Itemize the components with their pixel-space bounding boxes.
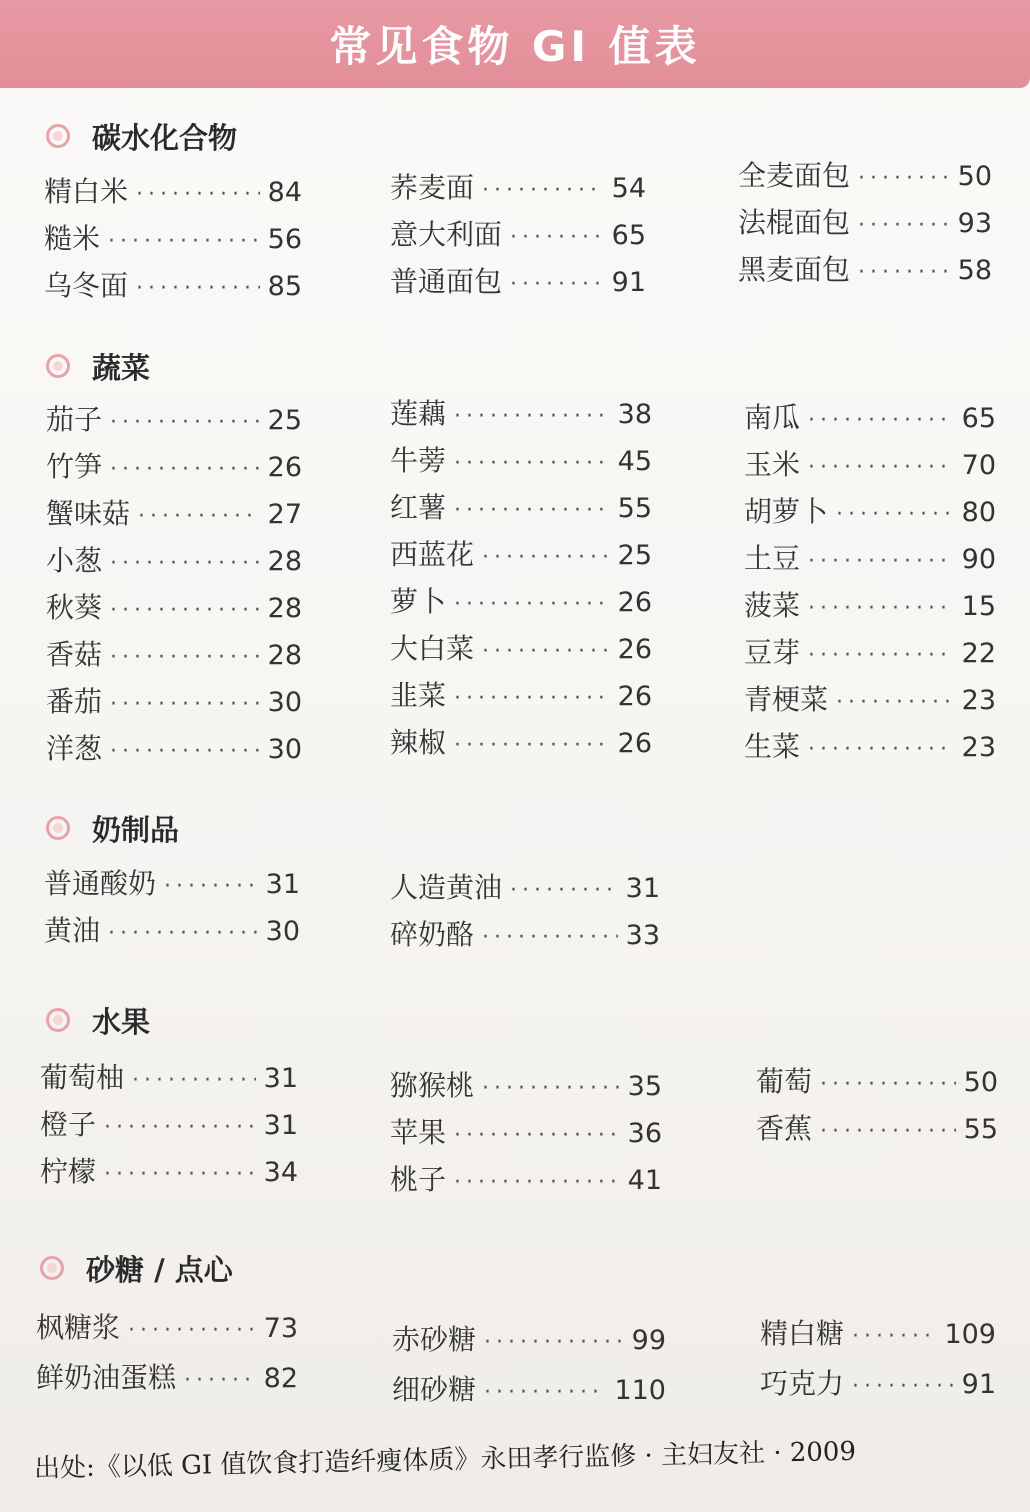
gi-value: 26: [617, 728, 652, 759]
food-name: 香菇: [46, 638, 103, 671]
gi-value: 93: [957, 208, 992, 239]
gi-value: 70: [961, 450, 996, 481]
gi-value: 99: [631, 1325, 666, 1356]
column: [390, 866, 660, 960]
leader-dots: [510, 272, 604, 297]
food-name: 土豆: [744, 542, 801, 575]
list-item: [744, 537, 996, 584]
list-item: [36, 1306, 298, 1356]
gi-value: 85: [267, 271, 302, 302]
list-item: [392, 1318, 666, 1368]
section-header: [40, 1248, 233, 1288]
gi-value: 55: [617, 493, 652, 524]
food-name: 韭菜: [390, 679, 447, 712]
list-item: [390, 166, 646, 213]
food-name: 玉米: [744, 448, 801, 481]
food-name: 生菜: [744, 730, 801, 763]
gi-value: 22: [961, 638, 996, 669]
page-title: 常见食物 GI 值表: [329, 22, 701, 71]
section-header: [46, 1000, 150, 1040]
list-item: [46, 633, 302, 680]
column: [738, 154, 992, 295]
leader-dots: [510, 225, 604, 250]
food-name: 细砂糖: [392, 1373, 477, 1406]
food-name: 碎奶酪: [390, 918, 475, 951]
leader-dots: [110, 739, 260, 764]
food-name: 鲜奶油蛋糕: [36, 1361, 177, 1394]
gi-value: 31: [263, 1063, 298, 1094]
food-name: 全麦面包: [738, 159, 851, 192]
list-item: [44, 170, 302, 217]
food-name: 秋葵: [46, 591, 103, 624]
list-item: [744, 490, 996, 537]
circle-bullet-icon: [46, 1008, 70, 1032]
gi-value: 25: [617, 540, 652, 571]
food-name: 苹果: [390, 1116, 447, 1149]
food-name: 青梗菜: [744, 683, 829, 716]
list-item: [44, 862, 300, 909]
leader-dots: [852, 1374, 954, 1399]
food-name: 意大利面: [390, 218, 503, 251]
circle-bullet-icon: [46, 354, 70, 378]
leader-dots: [138, 504, 260, 529]
leader-dots: [454, 592, 610, 617]
column: [390, 166, 646, 307]
gi-value: 55: [963, 1114, 998, 1145]
leader-dots: [836, 690, 954, 715]
circle-bullet-icon: [40, 1256, 64, 1280]
food-name: 柠檬: [40, 1155, 97, 1188]
gi-value: 28: [267, 546, 302, 577]
gi-value: 84: [267, 177, 302, 208]
leader-dots: [482, 925, 618, 950]
gi-value: 15: [961, 591, 996, 622]
leader-dots: [820, 1119, 956, 1144]
circle-bullet-icon: [46, 816, 70, 840]
leader-dots: [136, 182, 260, 207]
list-item: [756, 1107, 998, 1154]
column: [390, 1064, 662, 1205]
gi-value: 33: [625, 920, 660, 951]
list-item: [390, 1064, 662, 1111]
list-item: [390, 213, 646, 260]
gi-value: 50: [963, 1067, 998, 1098]
list-item: [744, 443, 996, 490]
food-name: 猕猴桃: [390, 1069, 475, 1102]
gi-value: 30: [267, 734, 302, 765]
gi-value: 54: [611, 173, 646, 204]
gi-value: 73: [263, 1313, 298, 1344]
list-item: [390, 580, 652, 627]
leader-dots: [808, 643, 954, 668]
food-name: 巧克力: [760, 1367, 845, 1400]
list-item: [46, 680, 302, 727]
list-item: [44, 264, 302, 311]
leader-dots: [132, 1068, 256, 1093]
gi-value: 28: [267, 640, 302, 671]
list-item: [40, 1056, 298, 1103]
food-name: 桃子: [390, 1163, 447, 1196]
gi-value: 65: [961, 403, 996, 434]
list-item: [744, 631, 996, 678]
gi-value: 28: [267, 593, 302, 624]
leader-dots: [184, 1368, 256, 1393]
column: [744, 396, 996, 772]
section-header: [46, 116, 237, 156]
list-item: [390, 866, 660, 913]
food-name: 糙米: [44, 222, 101, 255]
food-name: 莲藕: [390, 397, 447, 430]
column: [36, 1306, 298, 1406]
leader-dots: [164, 874, 258, 899]
food-name: 黄油: [44, 914, 101, 947]
food-name: 牛蒡: [390, 444, 447, 477]
list-item: [46, 586, 302, 633]
leader-dots: [104, 1115, 256, 1140]
section-title: 砂糖 / 点心: [86, 1252, 233, 1287]
food-name: 法棍面包: [738, 206, 851, 239]
leader-dots: [484, 1380, 606, 1405]
list-item: [390, 674, 652, 721]
leader-dots: [482, 1076, 620, 1101]
source-citation: 出处:《以低 GI 值饮食打造纤瘦体质》永田孝行监修 · 主妇友社 · 2009: [33, 1436, 857, 1484]
gi-value: 45: [617, 446, 652, 477]
leader-dots: [808, 408, 954, 433]
food-name: 赤砂糖: [392, 1323, 477, 1356]
gi-value: 80: [961, 497, 996, 528]
leader-dots: [110, 645, 260, 670]
list-item: [760, 1312, 996, 1362]
leader-dots: [136, 276, 260, 301]
food-name: 精白糖: [760, 1317, 845, 1350]
leader-dots: [858, 260, 950, 285]
list-item: [390, 439, 652, 486]
gi-value: 35: [627, 1071, 662, 1102]
food-name: 胡萝卜: [744, 495, 829, 528]
list-item: [46, 539, 302, 586]
list-item: [36, 1356, 298, 1406]
gi-value: 23: [961, 685, 996, 716]
column: [390, 392, 652, 768]
gi-value: 26: [267, 452, 302, 483]
gi-value: 25: [267, 405, 302, 436]
gi-value: 31: [263, 1110, 298, 1141]
leader-dots: [808, 455, 954, 480]
food-name: 竹笋: [46, 450, 103, 483]
food-name: 红薯: [390, 491, 447, 524]
leader-dots: [454, 451, 610, 476]
food-name: 葡萄: [756, 1065, 813, 1098]
gi-value: 110: [614, 1375, 666, 1406]
list-item: [44, 217, 302, 264]
gi-value: 91: [961, 1369, 996, 1400]
list-item: [46, 727, 302, 774]
list-item: [40, 1103, 298, 1150]
list-item: [390, 533, 652, 580]
gi-value: 23: [961, 732, 996, 763]
leader-dots: [110, 598, 260, 623]
list-item: [390, 627, 652, 674]
food-name: 菠菜: [744, 589, 801, 622]
food-name: 普通面包: [390, 265, 503, 298]
list-item: [390, 1111, 662, 1158]
column: [44, 170, 302, 311]
list-item: [390, 392, 652, 439]
gi-value: 109: [944, 1319, 996, 1350]
leader-dots: [852, 1324, 936, 1349]
list-item: [46, 445, 302, 492]
food-name: 南瓜: [744, 401, 801, 434]
list-item: [390, 1158, 662, 1205]
gi-value: 90: [961, 544, 996, 575]
list-item: [756, 1060, 998, 1107]
leader-dots: [454, 1170, 620, 1195]
leader-dots: [104, 1162, 256, 1187]
column: [46, 398, 302, 774]
gi-value: 65: [611, 220, 646, 251]
list-item: [390, 913, 660, 960]
leader-dots: [110, 692, 260, 717]
leader-dots: [108, 921, 258, 946]
list-item: [744, 584, 996, 631]
gi-value: 26: [617, 681, 652, 712]
section-title: 奶制品: [92, 812, 180, 847]
list-item: [46, 492, 302, 539]
column: [40, 1056, 298, 1197]
gi-value: 30: [267, 687, 302, 718]
leader-dots: [484, 1330, 624, 1355]
food-name: 葡萄柚: [40, 1061, 125, 1094]
food-name: 蟹味菇: [46, 497, 131, 530]
section-title: 碳水化合物: [92, 120, 238, 155]
food-name: 西蓝花: [390, 538, 475, 571]
leader-dots: [808, 596, 954, 621]
list-item: [390, 721, 652, 768]
gi-value: 91: [611, 267, 646, 298]
food-name: 豆芽: [744, 636, 801, 669]
leader-dots: [454, 733, 610, 758]
gi-value: 34: [263, 1157, 298, 1188]
column: [44, 862, 300, 956]
food-name: 黑麦面包: [738, 253, 851, 286]
food-name: 香蕉: [756, 1112, 813, 1145]
leader-dots: [820, 1072, 956, 1097]
leader-dots: [454, 404, 610, 429]
column: [760, 1312, 996, 1412]
food-name: 茄子: [46, 403, 103, 436]
column: [392, 1318, 666, 1418]
gi-value: 31: [625, 873, 660, 904]
leader-dots: [454, 498, 610, 523]
food-name: 洋葱: [46, 732, 103, 765]
food-name: 乌冬面: [44, 269, 129, 302]
food-name: 精白米: [44, 175, 129, 208]
list-item: [392, 1368, 666, 1418]
leader-dots: [482, 639, 610, 664]
list-item: [44, 909, 300, 956]
food-name: 枫糖浆: [36, 1311, 121, 1344]
leader-dots: [858, 213, 950, 238]
leader-dots: [128, 1318, 256, 1343]
gi-value: 58: [957, 255, 992, 286]
leader-dots: [110, 410, 260, 435]
food-name: 人造黄油: [390, 871, 503, 904]
list-item: [46, 398, 302, 445]
food-name: 荞麦面: [390, 171, 475, 204]
food-name: 小葱: [46, 544, 103, 577]
gi-value: 26: [617, 634, 652, 665]
section-header: [46, 808, 179, 848]
gi-value: 50: [957, 161, 992, 192]
leader-dots: [482, 545, 610, 570]
gi-value: 27: [267, 499, 302, 530]
column: [756, 1060, 998, 1154]
list-item: [744, 396, 996, 443]
food-name: 普通酸奶: [44, 867, 157, 900]
leader-dots: [858, 166, 950, 191]
gi-value: 82: [263, 1363, 298, 1394]
leader-dots: [808, 549, 954, 574]
list-item: [738, 154, 992, 201]
gi-value: 38: [617, 399, 652, 430]
list-item: [390, 260, 646, 307]
gi-value: 30: [265, 916, 300, 947]
leader-dots: [110, 551, 260, 576]
list-item: [390, 486, 652, 533]
leader-dots: [836, 502, 954, 527]
gi-value: 31: [265, 869, 300, 900]
list-item: [40, 1150, 298, 1197]
leader-dots: [510, 878, 618, 903]
circle-bullet-icon: [46, 124, 70, 148]
food-name: 大白菜: [390, 632, 475, 665]
food-name: 萝卜: [390, 585, 447, 618]
list-item: [738, 201, 992, 248]
gi-value: 26: [617, 587, 652, 618]
section-title: 蔬菜: [92, 350, 151, 385]
section-title: 水果: [92, 1004, 151, 1039]
leader-dots: [454, 1123, 620, 1148]
title-banner: [0, 0, 1030, 88]
leader-dots: [808, 737, 954, 762]
list-item: [760, 1362, 996, 1412]
food-name: 辣椒: [390, 726, 447, 759]
food-name: 橙子: [40, 1108, 97, 1141]
gi-value: 56: [267, 224, 302, 255]
leader-dots: [110, 457, 260, 482]
leader-dots: [454, 686, 610, 711]
food-name: 番茄: [46, 685, 103, 718]
gi-value: 41: [627, 1165, 662, 1196]
section-header: [46, 346, 150, 386]
leader-dots: [108, 229, 260, 254]
list-item: [744, 725, 996, 772]
leader-dots: [482, 178, 604, 203]
list-item: [744, 678, 996, 725]
gi-value: 36: [627, 1118, 662, 1149]
list-item: [738, 248, 992, 295]
